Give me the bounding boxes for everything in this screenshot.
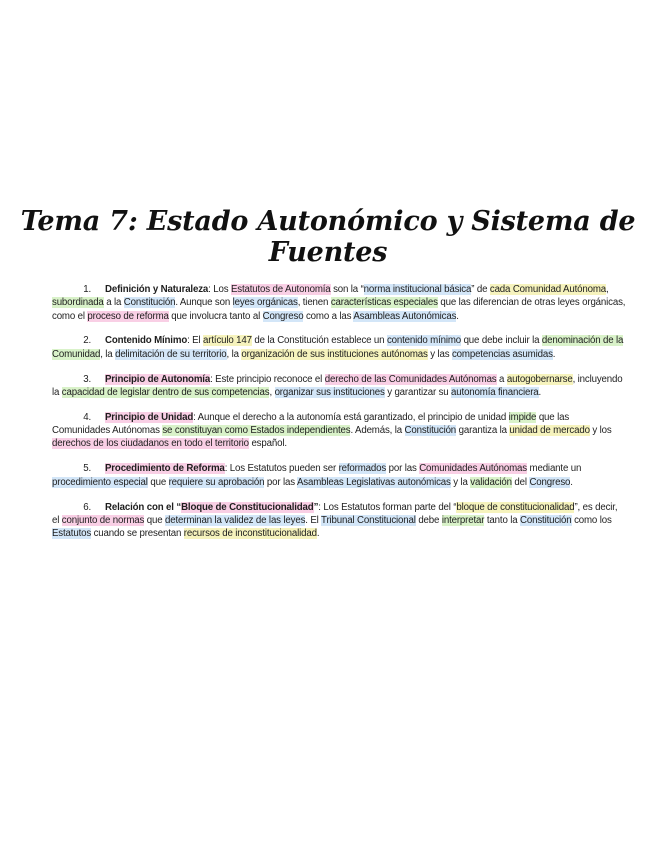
list-item-heading: Relación con el “ xyxy=(105,501,182,513)
page-title: Tema 7: Estado Autonómico y Sistema de Fuentes xyxy=(20,206,636,269)
highlighted-text: proceso de reforma xyxy=(87,310,169,322)
highlighted-text: organizar sus instituciones xyxy=(274,386,385,398)
list-item xyxy=(52,373,626,400)
highlighted-text: interpretar xyxy=(441,514,485,526)
text-run: . xyxy=(552,348,556,360)
list-item xyxy=(52,411,626,451)
text-run: , tienen xyxy=(297,297,331,309)
text-run: , xyxy=(269,386,275,398)
highlighted-text: Constitución xyxy=(123,297,176,309)
highlighted-text: Congreso xyxy=(262,310,304,322)
highlighted-text: recursos de inconstitucionalidad xyxy=(183,528,317,540)
text-run: : Los Estatutos forman parte del “ xyxy=(318,501,457,513)
highlighted-text: requiere su aprobación xyxy=(168,476,265,488)
highlighted-text: organización de sus instituciones autónomas xyxy=(241,348,428,360)
text-run: , la xyxy=(100,348,116,360)
topic-list xyxy=(52,283,626,552)
highlighted-text: autogobernarse xyxy=(506,373,573,385)
text-run: , la xyxy=(226,348,242,360)
text-run: , xyxy=(606,284,609,295)
list-item xyxy=(52,462,626,489)
list-item-heading: Contenido Mínimo xyxy=(105,335,188,347)
highlighted-text: cada Comunidad Autónoma xyxy=(489,284,606,295)
text-run: y garantizar su xyxy=(384,386,452,398)
highlighted-text: unidad de mercado xyxy=(509,425,590,437)
text-run: mediante un xyxy=(527,463,582,475)
list-item-number: 2. xyxy=(83,335,91,347)
text-run: garantiza la xyxy=(456,425,510,437)
highlighted-text: Asambleas Autonómicas xyxy=(353,310,457,322)
list-item-number: 6. xyxy=(83,501,91,513)
text-run: por las xyxy=(264,476,297,488)
list-item-heading: Procedimiento de Reforma xyxy=(105,463,225,475)
highlighted-text: conjunto de normas xyxy=(61,514,145,526)
text-run: : Los Estatutos pueden ser xyxy=(224,463,339,475)
text-run: que xyxy=(144,514,165,526)
highlighted-text: Estatutos de Autonomía xyxy=(230,284,331,295)
highlighted-text: Congreso xyxy=(529,476,571,488)
text-run: de la Constitución establece un xyxy=(251,335,387,347)
list-item-heading: ” xyxy=(313,501,319,513)
text-run: del xyxy=(511,476,530,488)
text-run: tanto la xyxy=(484,514,521,526)
list-item-heading: Principio de Autonomía xyxy=(105,373,211,385)
text-run: . xyxy=(456,310,459,322)
highlighted-text: determinan la validez de las leyes xyxy=(164,514,306,526)
highlighted-text: Constitución xyxy=(404,425,457,437)
text-run: . xyxy=(316,528,320,540)
text-run: . xyxy=(538,386,542,398)
text-run: . Aunque son xyxy=(175,297,233,309)
text-run: a la xyxy=(103,297,124,309)
text-run: y las xyxy=(427,348,452,360)
list-item-number: 3. xyxy=(83,373,91,385)
highlighted-text: Estatutos xyxy=(52,528,92,540)
text-run: y la xyxy=(450,476,471,488)
highlighted-text: se constituyan como Estados independientes xyxy=(162,425,351,437)
text-run: que involucra tanto al xyxy=(168,310,263,322)
text-run: como los xyxy=(571,514,612,526)
text-run: debe xyxy=(415,514,442,526)
highlighted-text: autonomía financiera xyxy=(451,386,539,398)
list-item-heading: Principio de Unidad xyxy=(105,411,194,423)
highlighted-text: bloque de constitucionalidad xyxy=(456,501,575,513)
highlighted-text: capacidad de legislar dentro de sus competencias xyxy=(61,386,270,398)
text-run: que las diferencian de otras leyes orgánicas, como el xyxy=(52,297,626,322)
highlighted-text: denominación de la Comunidad xyxy=(52,335,624,360)
highlighted-text: procedimiento especial xyxy=(52,476,148,488)
text-run: . xyxy=(570,476,573,488)
highlighted-text: Tribunal Constitucional xyxy=(321,514,416,526)
text-run: : El xyxy=(187,335,204,347)
list-item xyxy=(52,283,626,323)
highlighted-text: validación xyxy=(470,476,512,488)
text-run: , incluyendo la xyxy=(52,373,623,398)
highlighted-text: derechos de los ciudadanos en todo el territorio xyxy=(52,438,249,450)
text-run: que xyxy=(147,476,169,488)
text-run: : Aunque el derecho a la autonomía está garantizado, el principio de unidad xyxy=(193,411,509,423)
highlighted-text: Comunidades Autónomas xyxy=(419,463,527,475)
highlighted-text: derecho de las Comunidades Autónomas xyxy=(324,373,497,385)
text-run: y los xyxy=(589,425,612,437)
text-run: cuando se presentan xyxy=(91,528,184,540)
text-run: como a las xyxy=(303,310,354,322)
highlighted-text: Asambleas Legislativas autonómicas xyxy=(296,476,451,488)
text-run: que las Comunidades Autónomas xyxy=(52,411,570,437)
text-run: ” de xyxy=(471,284,490,295)
highlighted-text: subordinada xyxy=(52,297,104,309)
text-run: : Este principio reconoce el xyxy=(210,373,325,385)
list-item xyxy=(52,334,626,361)
highlighted-text: delimitación de su territorio xyxy=(115,348,227,360)
text-run: son la “ xyxy=(330,284,364,295)
text-run: español. xyxy=(248,438,287,450)
highlighted-text: competencias asumidas xyxy=(451,348,553,360)
text-run: a xyxy=(496,373,507,385)
highlighted-text: Constitución xyxy=(520,514,572,526)
text-run: . El xyxy=(305,514,322,526)
highlighted-text: características especiales xyxy=(330,297,438,309)
text-run: ”, es decir, el xyxy=(52,501,618,526)
text-run: : Los xyxy=(208,284,231,295)
list-item-heading: Bloque de Constitucionalidad xyxy=(181,501,314,513)
list-item xyxy=(52,501,626,541)
list-item-number: 5. xyxy=(83,463,91,475)
text-run: que debe incluir la xyxy=(461,335,542,347)
list-item-number: 1. xyxy=(83,284,91,295)
highlighted-text: contenido mínimo xyxy=(386,335,462,347)
list-item-heading: Definición y Naturaleza xyxy=(105,284,209,295)
list-item-number: 4. xyxy=(83,411,91,423)
highlighted-text: impide xyxy=(508,411,537,423)
text-run: por las xyxy=(386,463,420,475)
highlighted-text: artículo 147 xyxy=(203,335,252,347)
highlighted-text: leyes orgánicas xyxy=(232,297,298,309)
highlighted-text: norma institucional básica xyxy=(363,284,472,295)
text-run: . Además, la xyxy=(350,425,405,437)
highlighted-text: reformados xyxy=(338,463,387,475)
